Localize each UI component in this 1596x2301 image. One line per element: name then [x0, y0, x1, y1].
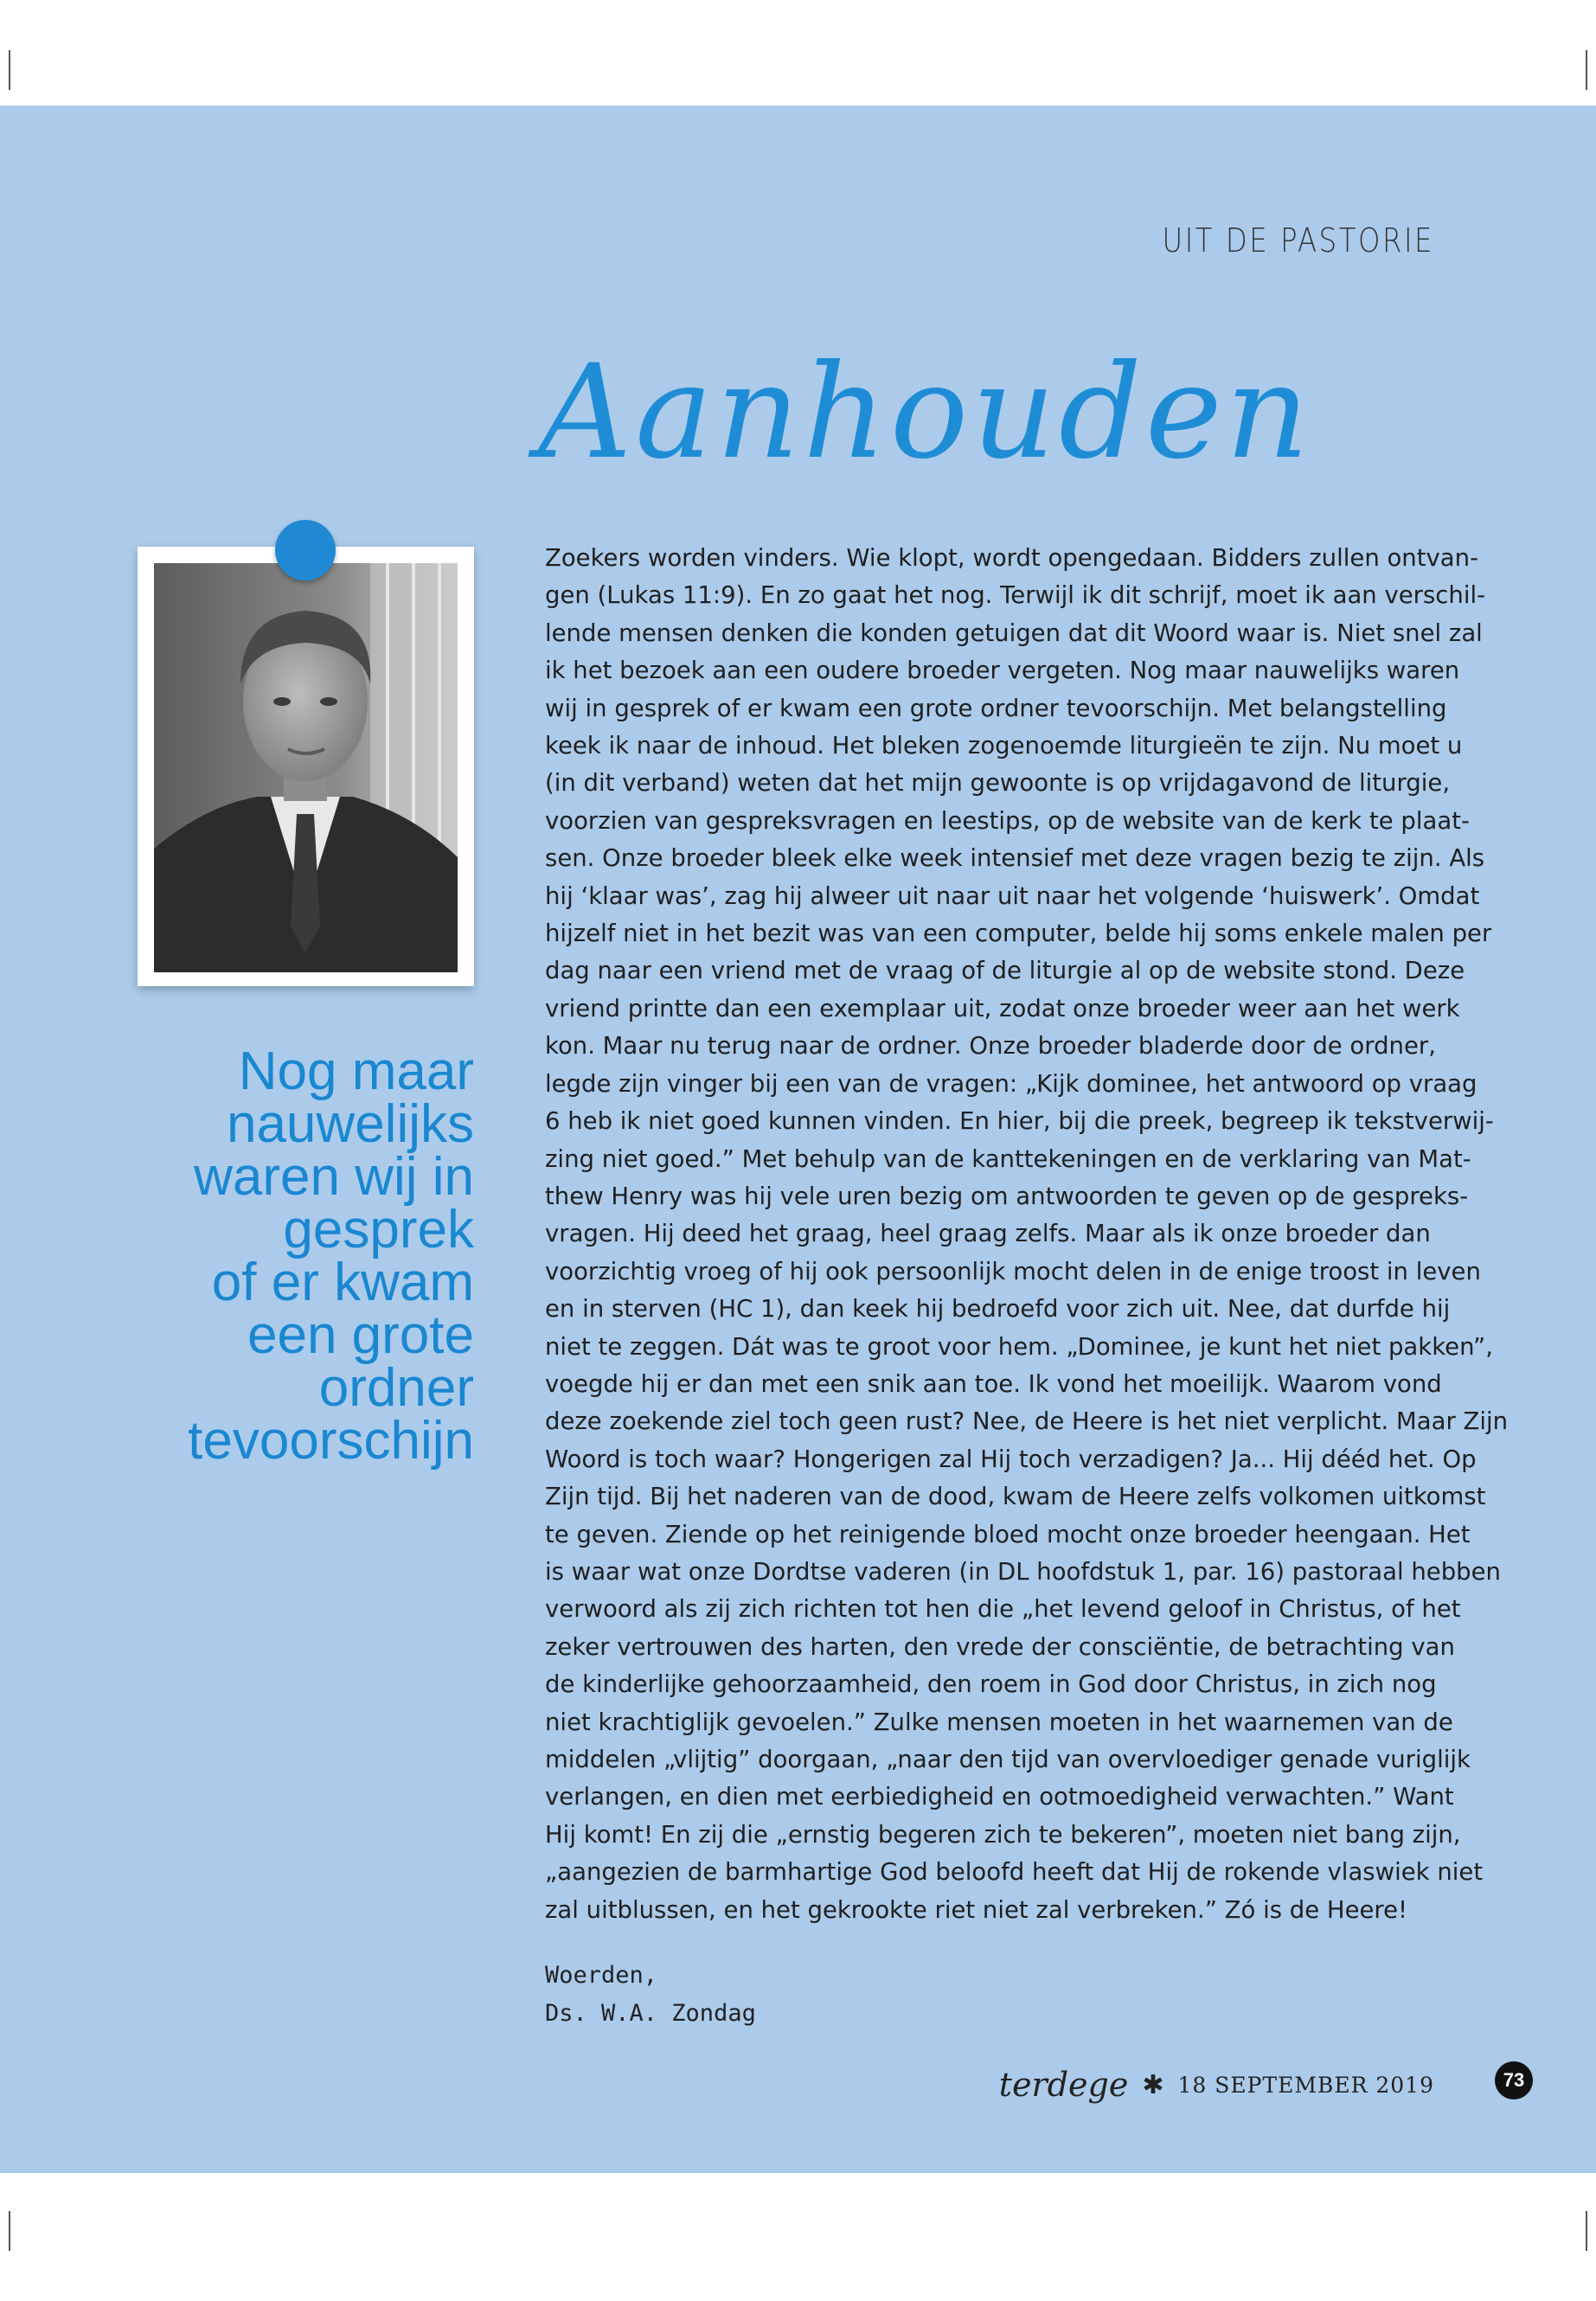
pullquote-line: nauwelijks [226, 1094, 474, 1154]
body-line: kon. Maar nu terug naar de ordner. Onze broeder bladerde door de ordner, [545, 1032, 1436, 1061]
body-line: thew Henry was hij vele uren bezig om antwoorden te geven op de gespreks- [545, 1182, 1469, 1210]
body-line: verlangen, en dien met eerbiedigheid en ootmoedigheid verwachten.” Want [545, 1783, 1454, 1811]
body-line: zing niet goed.” Met behulp van de kanttekeningen en de verklaring van Mat- [545, 1144, 1471, 1173]
portrait-illustration [154, 563, 458, 972]
body-line: vriend printte dan een exemplaar uit, zodat onze broeder weer aan het werk [545, 994, 1460, 1022]
crop-mark-bottom-left [9, 2211, 10, 2251]
article-title: Aanhouden [538, 337, 1313, 488]
body-line: voorzien van gespreksvragen en leestips, op de website van de kerk te plaat- [545, 806, 1470, 835]
body-line: (in dit verband) weten dat het mijn gewoonte is op vrijdagavond de liturgie, [545, 769, 1451, 798]
body-line: Hij komt! En zij die „ernstig begeren zich te bekeren”, moeten niet bang zijn, [545, 1820, 1461, 1849]
body-line: voegde hij er dan met een snik aan toe. Ik vond het moeilijk. Waarom vond [545, 1369, 1442, 1398]
body-line: „aangezien de barmhartige God beloofd heeft dat Hij de rokende vlaswiek niet [545, 1858, 1484, 1887]
asterisk-icon: ✱ [1142, 2069, 1164, 2100]
pullquote-line: ordner [318, 1358, 474, 1418]
body-line: zeker vertrouwen des harten, den vrede der consciëntie, de betrachting van [545, 1632, 1455, 1661]
issue-date: 18 SEPTEMBER 2019 [1177, 2072, 1434, 2098]
pullquote-line: gesprek [283, 1200, 474, 1259]
signature [545, 1957, 756, 2033]
body-line: wij in gesprek of er kwam een grote ordner tevoorschijn. Met belangstelling [545, 694, 1447, 722]
body-line: deze zoekende ziel toch geen rust? Nee, de Heere is het niet verplicht. Maar Zijn [545, 1407, 1509, 1436]
body-line: is waar wat onze Dordtse vaderen (in DL hoofdstuk 1, par. 16) pastoraal hebben [545, 1557, 1501, 1586]
body-line: gen (Lukas 11:9). En zo gaat het nog. Terwijl ik dit schrijf, moet ik aan verschil- [545, 581, 1486, 610]
article-body [545, 540, 1509, 1929]
pullquote-line: een grote [247, 1305, 474, 1365]
pullquote-line: Nog maar [238, 1042, 474, 1101]
body-line: Zoekers worden vinders. Wie klopt, wordt opengedaan. Bidders zullen ontvan- [545, 544, 1478, 572]
body-line: keek ik naar de inhoud. Het bleken zogenoemde liturgieën te zijn. Nu moet u [545, 732, 1463, 760]
section-label: UIT DE PASTORIE [1162, 221, 1434, 260]
body-line: voorzichtig vroeg of hij ook persoonlijk mocht delen in de enige troost in leven [545, 1257, 1481, 1285]
body-line: middelen „vlijtig” doorgaan, „naar den tijd van overvloediger genade vuriglijk [545, 1746, 1471, 1773]
body-line: hij ‘klaar was’, zag hij alweer uit naar uit naar het volgende ‘huiswerk’. Omdat [545, 881, 1480, 910]
body-line: vragen. Hij deed het graag, heel graag zelfs. Maar als ik onze broeder dan [545, 1220, 1431, 1248]
body-line: verwoord als zij zich richten tot hen die „het levend geloof in Christus, of het [545, 1595, 1461, 1624]
body-line: 6 heb ik niet goed kunnen vinden. En hier, bij die preek, begreep ik tekstverwij- [545, 1107, 1494, 1136]
page-number: 73 [1495, 2061, 1533, 2099]
body-line: hijzelf niet in het bezit was van een computer, belde hij soms enkele malen per [545, 920, 1492, 948]
magazine-logo: terdege [998, 2066, 1129, 2104]
body-line: niet te zeggen. Dát was te groot voor hem. „Dominee, je kunt het niet pakken”, [545, 1332, 1493, 1361]
body-line: Zijn tijd. Bij het naderen van de dood, kwam de Heere zelfs volkomen uitkomst [545, 1483, 1486, 1511]
body-line: niet krachtiglijk gevoelen.” Zulke mensen moeten in het waarnemen van de [545, 1708, 1453, 1736]
crop-mark-bottom-right [1586, 2211, 1587, 2251]
body-line: en in sterven (HC 1), dan keek hij bedroefd voor zich uit. Nee, dat durfde hij [545, 1295, 1451, 1324]
body-line: legde zijn vinger bij een van de vragen: „Kijk dominee, het antwoord op vraag [545, 1069, 1477, 1098]
body-line: sen. Onze broeder bleek elke week intensief met deze vragen bezig te zijn. Als [545, 844, 1485, 873]
body-line: dag naar een vriend met de vraag of de liturgie al op de website stond. Deze [545, 957, 1465, 985]
author-photo-frame [138, 547, 474, 986]
pullquote [130, 1042, 474, 1471]
body-line: de kinderlijke gehoorzaamheid, den roem in God door Christus, in zich nog [545, 1670, 1437, 1699]
pin-icon [275, 520, 336, 580]
body-line: Woord is toch waar? Hongerigen zal Hij toch verzadigen? Ja... Hij dééd het. Op [545, 1445, 1477, 1473]
body-line: lende mensen denken die konden getuigen dat dit Woord waar is. Niet snel zal [545, 619, 1483, 647]
pullquote-line: of er kwam [211, 1253, 474, 1312]
signature-place: Woerden, [545, 1962, 658, 1989]
crop-mark-top-right [1586, 50, 1587, 90]
body-line: zal uitblussen, en het gekrookte riet niet zal verbreken.” Zó is de Heere! [545, 1895, 1408, 1924]
pullquote-line: waren wij in [194, 1147, 474, 1207]
body-line: ik het bezoek aan een oudere broeder vergeten. Nog maar nauwelijks waren [545, 657, 1460, 685]
pullquote-line: tevoorschijn [188, 1411, 474, 1471]
footer [999, 2059, 1434, 2111]
body-line: te geven. Ziende op het reinigende bloed mocht onze broeder heengaan. Het [545, 1520, 1471, 1548]
author-photo [154, 563, 458, 972]
signature-author: Ds. W.A. Zondag [545, 2000, 756, 2027]
crop-mark-top-left [9, 50, 10, 90]
